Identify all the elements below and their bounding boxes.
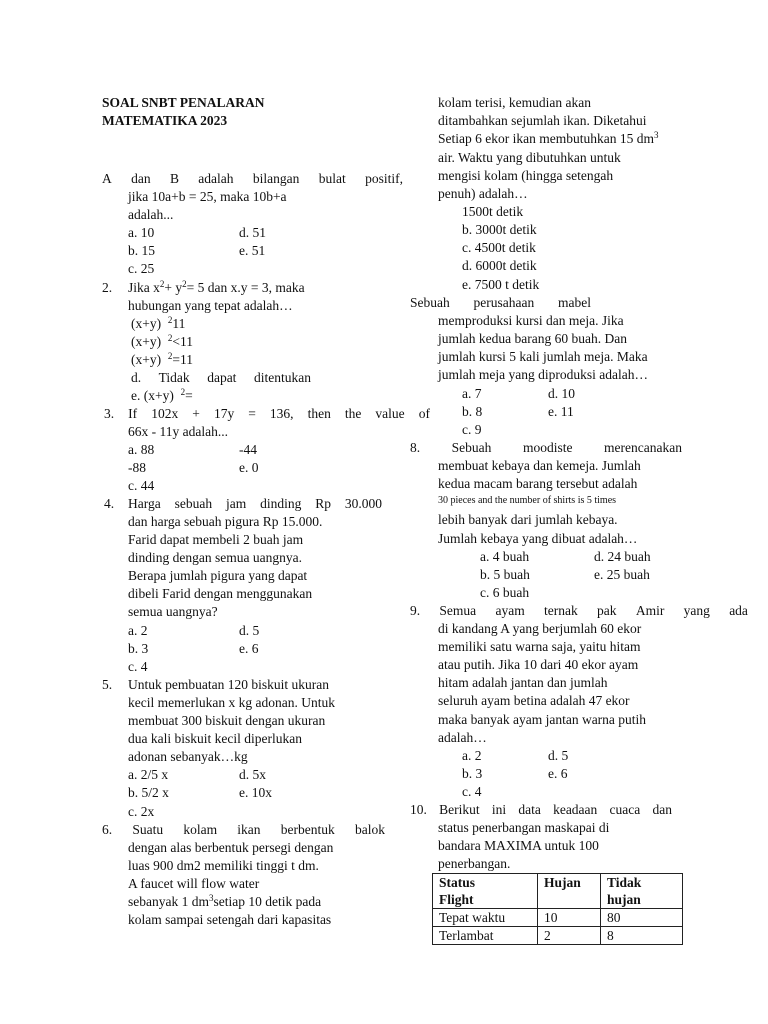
- q9-option-b: b. 3: [462, 766, 483, 781]
- q5-stem-line-1: Untuk pembuatan 120 biskuit ukuran: [128, 677, 329, 692]
- q6-cont-line-6: penuh) adalah…: [438, 186, 528, 201]
- q7-option-b: b. 8: [462, 404, 483, 419]
- q10-stem-line-4: penerbangan.: [438, 856, 511, 871]
- table-row: [433, 927, 683, 945]
- q7-stem-line-2: memproduksi kursi dan meja. Jika: [438, 313, 624, 328]
- q5-option-d: d. 5x: [239, 767, 266, 782]
- q9-option-e: e. 6: [548, 766, 568, 781]
- q5-option-c: c. 2x: [128, 804, 155, 819]
- q4-stem-line-3: Farid dapat membeli 2 buah jam: [128, 532, 304, 547]
- q5-number: 5.: [102, 677, 113, 692]
- q6-option-d: d. 6000t detik: [462, 258, 537, 273]
- q8-stem-line-1: 8. Sebuah moodiste merencanakan: [410, 440, 682, 455]
- q4-stem-line-6: dibeli Farid dengan menggunakan: [128, 586, 313, 601]
- q5-option-a: a. 2/5 x: [128, 767, 169, 782]
- q7-stem-line-5: jumlah meja yang diproduksi adalah…: [438, 367, 648, 382]
- q2-stem-line-1: Jika $x^2+ y^2= 5$ dan x.y = 3, maka: [128, 279, 305, 295]
- q6-stem-line-5: sebanyak 1 $dm^3setiap$ 10 detik pada: [128, 893, 322, 909]
- table-header-tidak-hujan: Tidak hujan: [601, 874, 683, 909]
- q8-option-c: c. 6 buah: [480, 585, 530, 600]
- q3-stem-line-1: 3. If 102x + 17y = 136, then the value of: [104, 406, 430, 421]
- q2-stem-line-2: hubungan yang tepat adalah…: [128, 298, 293, 313]
- q1-option-a: a. 10: [128, 225, 155, 240]
- q8-stem-line-5: lebih banyak dari jumlah kebaya.: [438, 512, 618, 527]
- q3-stem-line-2: 66x - 11y adalah...: [128, 424, 228, 439]
- weather-flight-table: [432, 873, 683, 945]
- table-cell-label: Tepat waktu: [433, 909, 538, 927]
- q10-stem-line-2: status penerbangan maskapai di: [438, 820, 610, 835]
- q2-number: 2.: [102, 280, 113, 295]
- q8-option-b: b. 5 buah: [480, 567, 530, 582]
- title-line-1: SOAL SNBT PENALARAN: [102, 95, 265, 110]
- q8-stem-line-4: 30 pieces and the number of shirts is 5 times: [438, 495, 617, 506]
- q4-stem-line-2: dan harga sebuah pigura Rp 15.000.: [128, 514, 323, 529]
- q1-option-e: e. 51: [239, 243, 266, 258]
- q6-option-a: 1500t detik: [462, 204, 524, 219]
- q2-option-b: (x+y) $^2$<11: [131, 333, 193, 349]
- q9-stem-line-5: hitam adalah jantan dan jumlah: [438, 675, 608, 690]
- q6-stem-line-2: dengan alas berbentuk persegi dengan: [128, 840, 334, 855]
- table-cell-hujan: 10: [538, 909, 601, 927]
- q6-stem-line-3: luas 900 dm2 memiliki tinggi t dm.: [128, 858, 319, 873]
- q3-option-e: e. 0: [239, 460, 259, 475]
- q4-option-a: a. 2: [128, 623, 148, 638]
- q4-option-e: e. 6: [239, 641, 259, 656]
- q2-option-c: (x+y) $^2$=11: [131, 351, 193, 367]
- q9-stem-line-2: di kandang A yang berjumlah 60 ekor: [438, 621, 642, 636]
- q6-cont-line-3: Setiap 6 ekor ikan membutuhkan 15 $dm^3$: [438, 130, 659, 146]
- q4-stem-line-5: Berapa jumlah pigura yang dapat: [128, 568, 308, 583]
- q6-option-e: e. 7500 t detik: [462, 277, 540, 292]
- q1-stem-line-1: A dan B adalah bilangan bulat positif,: [102, 171, 403, 186]
- q9-option-c: c. 4: [462, 784, 482, 799]
- q6-cont-line-2: ditambahkan sejumlah ikan. Diketahui: [438, 113, 647, 128]
- q1-stem-line-2: jika 10a+b = 25, maka 10b+a: [128, 189, 287, 204]
- table-row: [433, 909, 683, 927]
- q3-option-a: a. 88: [128, 442, 155, 457]
- q7-stem-line-1: Sebuah perusahaan mabel: [410, 295, 591, 310]
- q9-stem-line-3: memiliki satu warna saja, yaitu hitam: [438, 639, 641, 654]
- q6-cont-line-1: kolam terisi, kemudian akan: [438, 95, 591, 110]
- q5-option-e: e. 10x: [239, 785, 272, 800]
- q4-option-d: d. 5: [239, 623, 260, 638]
- q6-option-b: b. 3000t detik: [462, 222, 537, 237]
- q9-stem-line-1: 9. Semua ayam ternak pak Amir yang ada: [410, 603, 748, 618]
- table-header-row: [433, 874, 683, 909]
- q8-option-a: a. 4 buah: [480, 549, 530, 564]
- q9-stem-line-6: seluruh ayam betina adalah 47 ekor: [438, 693, 630, 708]
- q8-option-d: d. 24 buah: [594, 549, 651, 564]
- q6-cont-line-5: mengisi kolam (hingga setengah: [438, 168, 614, 183]
- q6-stem-line-6: kolam sampai setengah dari kapasitas: [128, 912, 332, 927]
- q10-stem-line-1: 10. Berikut ini data keadaan cuaca dan: [410, 802, 672, 817]
- table-cell-hujan: 2: [538, 927, 601, 945]
- q4-option-b: b. 3: [128, 641, 149, 656]
- q6-stem-line-4: A faucet will flow water: [128, 876, 260, 891]
- q7-option-c: c. 9: [462, 422, 482, 437]
- q7-option-d: d. 10: [548, 386, 575, 401]
- q3-option-c: c. 44: [128, 478, 155, 493]
- q9-option-d: d. 5: [548, 748, 569, 763]
- q5-stem-line-2: kecil memerlukan x kg adonan. Untuk: [128, 695, 335, 710]
- q9-stem-line-4: atau putih. Jika 10 dari 40 ekor ayam: [438, 657, 639, 672]
- q3-option-d: -44: [239, 442, 257, 457]
- q6-option-c: c. 4500t detik: [462, 240, 536, 255]
- q7-option-a: a. 7: [462, 386, 482, 401]
- q8-stem-line-6: Jumlah kebaya yang dibuat adalah…: [438, 531, 638, 546]
- q1-option-b: b. 15: [128, 243, 155, 258]
- table-cell-tidak-hujan: 80: [601, 909, 683, 927]
- q10-stem-line-3: bandara MAXIMA untuk 100: [438, 838, 599, 853]
- q5-stem-line-4: dua kali biskuit kecil diperlukan: [128, 731, 302, 746]
- q2-option-a: (x+y) $^2$11: [131, 315, 186, 331]
- table-header-hujan: Hujan: [538, 874, 601, 909]
- q9-stem-line-8: adalah…: [438, 730, 487, 745]
- q8-option-e: e. 25 buah: [594, 567, 650, 582]
- q7-option-e: e. 11: [548, 404, 574, 419]
- q5-stem-line-3: membuat 300 biskuit dengan ukuran: [128, 713, 326, 728]
- q1-option-c: c. 25: [128, 261, 155, 276]
- q8-stem-line-3: kedua macam barang tersebut adalah: [438, 476, 638, 491]
- q9-stem-line-7: maka banyak ayam jantan warna putih: [438, 712, 647, 727]
- table-header-status: Status Flight: [433, 874, 538, 909]
- q2-option-e: e. (x+y) $^2$=: [131, 387, 193, 403]
- q4-option-c: c. 4: [128, 659, 148, 674]
- q7-stem-line-4: jumlah kursi 5 kali jumlah meja. Maka: [438, 349, 648, 364]
- table-cell-label: Terlambat: [433, 927, 538, 945]
- q3-option-b: -88: [128, 460, 146, 475]
- q2-option-d: d. Tidak dapat ditentukan: [131, 370, 311, 385]
- q5-stem-line-5: adonan sebanyak…kg: [128, 749, 248, 764]
- q9-option-a: a. 2: [462, 748, 482, 763]
- q8-stem-line-2: membuat kebaya dan kemeja. Jumlah: [438, 458, 641, 473]
- q4-stem-line-4: dinding dengan semua uangnya.: [128, 550, 302, 565]
- q1-option-d: d. 51: [239, 225, 266, 240]
- q4-stem-line-7: semua uangnya?: [128, 604, 218, 619]
- q4-stem-line-1: 4. Harga sebuah jam dinding Rp 30.000: [104, 496, 382, 511]
- title-line-2: MATEMATIKA 2023: [102, 113, 228, 128]
- q5-option-b: b. 5/2 x: [128, 785, 169, 800]
- q6-stem-line-1: 6. Suatu kolam ikan berbentuk balok: [102, 822, 385, 837]
- q6-cont-line-4: air. Waktu yang dibutuhkan untuk: [438, 150, 621, 165]
- table-cell-tidak-hujan: 8: [601, 927, 683, 945]
- q1-stem-line-3: adalah...: [128, 207, 174, 222]
- q7-stem-line-3: jumlah kedua barang 60 buah. Dan: [438, 331, 627, 346]
